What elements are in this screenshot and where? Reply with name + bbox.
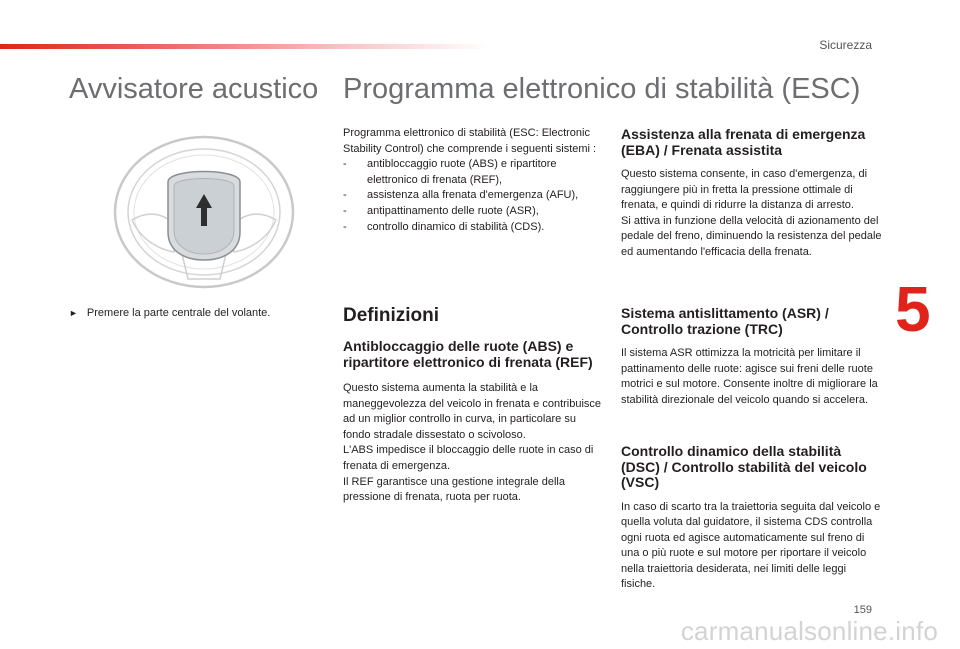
horn-instruction [69, 306, 270, 321]
asr-paragraph: Il sistema ASR ottimizza la motricità per limitare il pattinamento delle ruote: agisce sui freni delle ruote motrici e sul motore. Consente inoltre di migliorare la stabilità direzionale del veicolo quando si accelera. [621, 347, 878, 406]
asr-heading: Sistema antislittamento (ASR) / Controllo trazione (TRC) [621, 305, 829, 337]
eba-paragraph: Questo sistema consente, in caso d'emergenza, di raggiungere più in fretta la pressione ottimale di frenata, e quindi di ridurre la distanza di arresto. [621, 168, 868, 212]
arrow-bullet-icon: ► [69, 308, 78, 318]
list-item: - antipattinamento delle ruote (ASR), [343, 204, 601, 220]
eba-body [621, 167, 883, 261]
eba-section [621, 127, 883, 261]
eba-heading: Assistenza alla frenata di emergenza (EBA) / Frenata assistita [621, 126, 866, 158]
esc-title: Programma elettronico di stabilità (ESC) [343, 73, 861, 105]
header-accent-bar [0, 44, 490, 49]
definitions-heading: Definizioni [343, 305, 440, 326]
abs-paragraph: Il REF garantisce una gestione integrale della pressione di frenata, ruota per ruota. [343, 475, 565, 504]
dsc-heading: Controllo dinamico della stabilità (DSC) / Controllo stabilità del veicolo (VSC) [621, 443, 867, 490]
list-item: - assistenza alla frenata d'emergenza (AFU), [343, 188, 601, 204]
esc-systems-list [343, 157, 601, 235]
esc-intro-column [343, 126, 601, 235]
abs-heading: Antibloccaggio delle ruote (ABS) e ripartitore elettronico di frenata (REF) [343, 338, 593, 370]
dsc-paragraph: In caso di scarto tra la traiettoria seguita dal veicolo e quella voluta dal guidatore, il sistema CDS controlla ogni ruota ed agisce automaticamente sul freno di una o più ruote e sul motore per riportare il veicolo nella traiettoria desiderata, nei limiti delle leggi fisiche. [621, 500, 881, 591]
chapter-number: 5 [895, 273, 931, 345]
abs-paragraph: L'ABS impedisce il bloccaggio delle ruote in caso di frenata di emergenza. [343, 444, 594, 472]
section-label: Sicurezza [819, 38, 872, 52]
asr-section [621, 306, 883, 408]
abs-body [343, 381, 605, 506]
abs-paragraph: Questo sistema aumenta la stabilità e la maneggevolezza del veicolo in frenata e contribuisce ad un miglior controllo in curva, in particolare su fondo stradale dissestato o scivoloso. [343, 382, 602, 441]
watermark: carmanualsonline.info [680, 616, 938, 646]
dsc-section [621, 444, 883, 593]
horn-instruction-text: Premere la parte centrale del volante. [86, 307, 271, 319]
horn-title: Avvisatore acustico [69, 73, 319, 105]
esc-intro: Programma elettronico di stabilità (ESC: Electronic Stability Control) che comprende i seguenti sistemi : [343, 127, 597, 155]
list-item: - controllo dinamico di stabilità (CDS). [343, 220, 601, 236]
dsc-body [621, 500, 883, 594]
eba-paragraph: Si attiva in funzione della velocità di azionamento del pedale del freno, diminuendo la resistenza del pedale ed aumentando l'efficacia della frenata. [621, 214, 882, 258]
page-number: 159 [853, 604, 872, 616]
list-item: - antibloccaggio ruote (ABS) e ripartitore elettronico di frenata (REF), [343, 157, 601, 188]
definitions-section [343, 305, 605, 506]
steering-wheel-illustration [112, 134, 296, 291]
asr-body [621, 346, 883, 408]
